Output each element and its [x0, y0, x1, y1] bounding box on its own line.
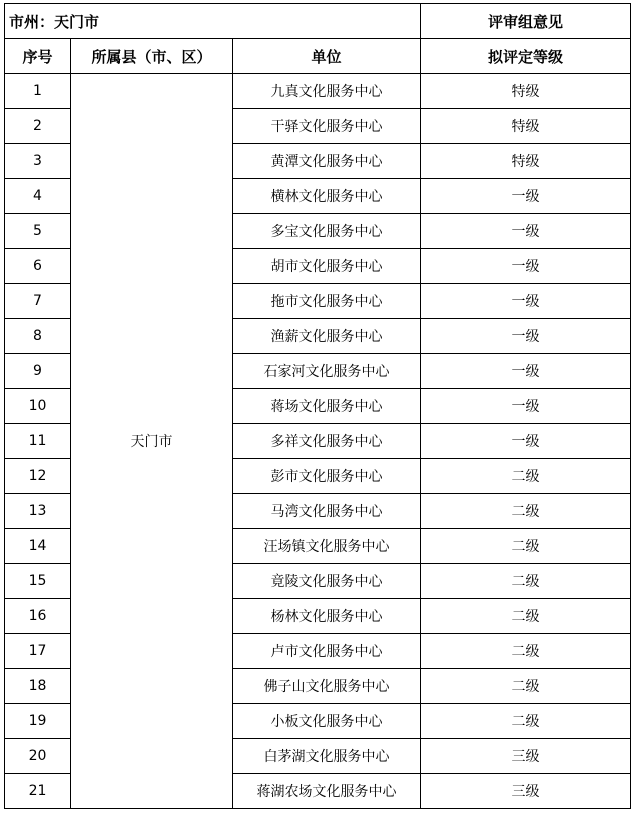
grade-value: 二级	[421, 494, 631, 529]
unit-name: 石家河文化服务中心	[233, 354, 421, 389]
grade-value: 一级	[421, 389, 631, 424]
grade-value: 特级	[421, 144, 631, 179]
grade-value: 二级	[421, 529, 631, 564]
grading-table	[4, 3, 631, 809]
row-index: 19	[5, 704, 71, 739]
county-name-cell: 天门市	[71, 74, 233, 809]
review-group-header: 评审组意见	[421, 4, 631, 39]
unit-name: 多祥文化服务中心	[233, 424, 421, 459]
unit-name: 拖市文化服务中心	[233, 284, 421, 319]
header-row-columns	[5, 39, 631, 74]
grade-value: 二级	[421, 634, 631, 669]
table-row	[5, 74, 631, 109]
unit-name: 蒋场文化服务中心	[233, 389, 421, 424]
row-index: 5	[5, 214, 71, 249]
grade-value: 一级	[421, 424, 631, 459]
row-index: 8	[5, 319, 71, 354]
row-index: 13	[5, 494, 71, 529]
grade-value: 二级	[421, 564, 631, 599]
unit-name: 小板文化服务中心	[233, 704, 421, 739]
grade-value: 二级	[421, 704, 631, 739]
grade-value: 二级	[421, 459, 631, 494]
grade-value: 一级	[421, 179, 631, 214]
header-row-top	[5, 4, 631, 39]
row-index: 2	[5, 109, 71, 144]
row-index: 18	[5, 669, 71, 704]
grade-value: 二级	[421, 599, 631, 634]
unit-name: 马湾文化服务中心	[233, 494, 421, 529]
unit-name: 黄潭文化服务中心	[233, 144, 421, 179]
unit-name: 彭市文化服务中心	[233, 459, 421, 494]
column-header-grade: 拟评定等级	[421, 39, 631, 74]
grade-value: 一级	[421, 319, 631, 354]
unit-name: 杨林文化服务中心	[233, 599, 421, 634]
unit-name: 汪场镇文化服务中心	[233, 529, 421, 564]
unit-name: 多宝文化服务中心	[233, 214, 421, 249]
grade-value: 三级	[421, 739, 631, 774]
row-index: 7	[5, 284, 71, 319]
unit-name: 竟陵文化服务中心	[233, 564, 421, 599]
row-index: 20	[5, 739, 71, 774]
column-header-unit: 单位	[233, 39, 421, 74]
row-index: 17	[5, 634, 71, 669]
unit-name: 干驿文化服务中心	[233, 109, 421, 144]
row-index: 12	[5, 459, 71, 494]
row-index: 10	[5, 389, 71, 424]
grade-value: 特级	[421, 109, 631, 144]
row-index: 11	[5, 424, 71, 459]
row-index: 6	[5, 249, 71, 284]
row-index: 16	[5, 599, 71, 634]
grade-value: 特级	[421, 74, 631, 109]
row-index: 14	[5, 529, 71, 564]
row-index: 21	[5, 774, 71, 809]
grade-value: 一级	[421, 214, 631, 249]
unit-name: 卢市文化服务中心	[233, 634, 421, 669]
grade-value: 三级	[421, 774, 631, 809]
city-label: 市州：天门市	[5, 4, 421, 39]
row-index: 3	[5, 144, 71, 179]
row-index: 9	[5, 354, 71, 389]
unit-name: 佛子山文化服务中心	[233, 669, 421, 704]
row-index: 1	[5, 74, 71, 109]
unit-name: 横林文化服务中心	[233, 179, 421, 214]
unit-name: 胡市文化服务中心	[233, 249, 421, 284]
column-header-index: 序号	[5, 39, 71, 74]
grade-value: 一级	[421, 354, 631, 389]
grade-value: 二级	[421, 669, 631, 704]
row-index: 15	[5, 564, 71, 599]
grade-value: 一级	[421, 284, 631, 319]
column-header-county: 所属县（市、区）	[71, 39, 233, 74]
unit-name: 九真文化服务中心	[233, 74, 421, 109]
row-index: 4	[5, 179, 71, 214]
unit-name: 蒋湖农场文化服务中心	[233, 774, 421, 809]
unit-name: 渔薪文化服务中心	[233, 319, 421, 354]
grade-value: 一级	[421, 249, 631, 284]
unit-name: 白茅湖文化服务中心	[233, 739, 421, 774]
